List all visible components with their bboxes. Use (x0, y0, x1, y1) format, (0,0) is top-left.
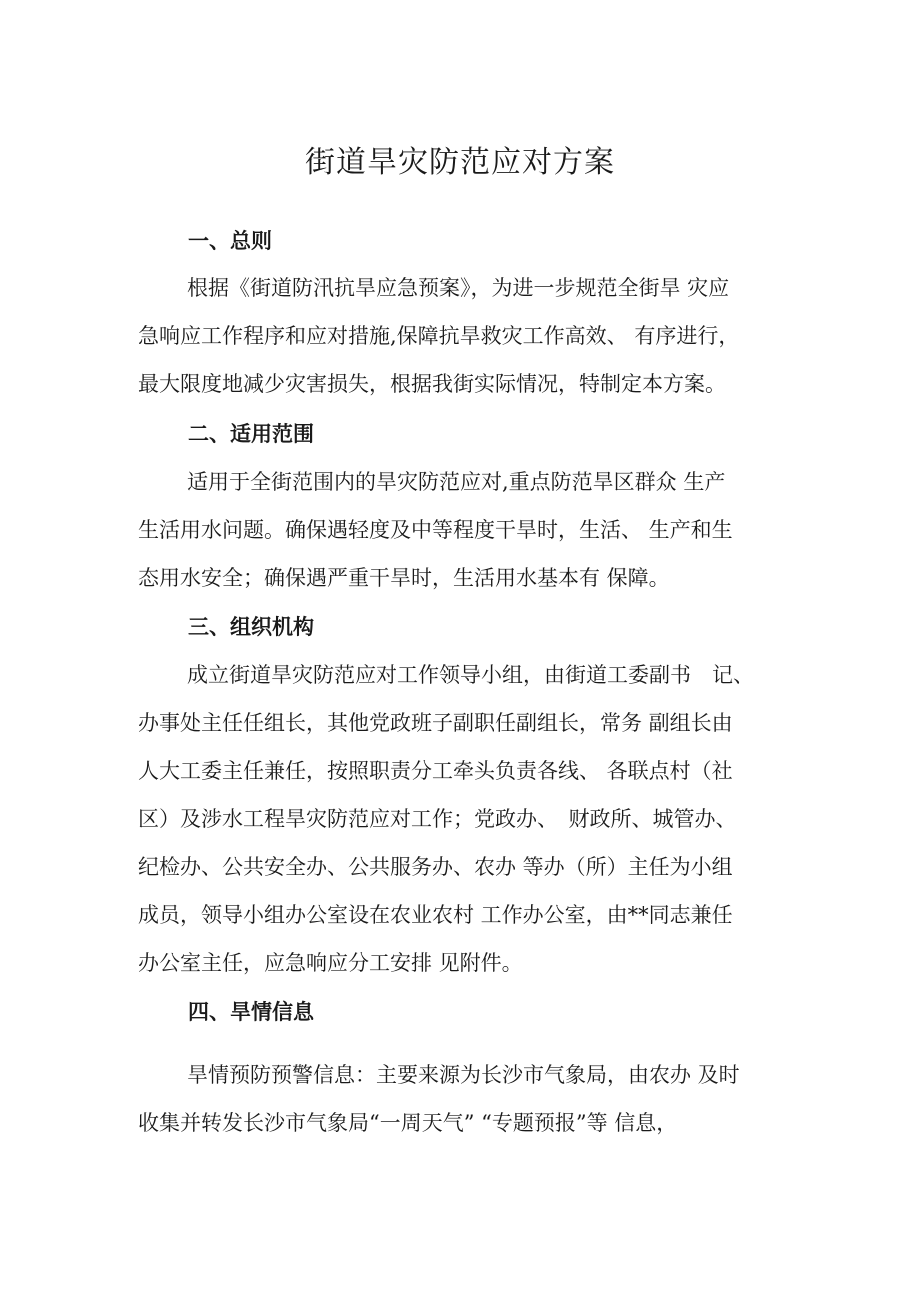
paragraph-line: 最大限度地减少灾害损失，根据我街实际情况，特制定本方案。 (138, 372, 726, 396)
paragraph-line: 根据《街道防汛抗旱应急预案》，为进一步规范全街旱 灾应 (187, 276, 730, 300)
section-heading-organization: 三、组织机构 (188, 615, 314, 639)
paragraph-line: 态用水安全；确保遇严重干旱时，生活用水基本有 保障。 (138, 566, 670, 590)
paragraph-line: 纪检办、公共安全办、公共服务办、农办 等办（所）主任为小组 (138, 855, 733, 879)
paragraph-line: 收集并转发长沙市气象局“一周天气” “专题预报”等 信息， (138, 1111, 678, 1135)
section-paragraph-scope (138, 458, 818, 602)
section-paragraph-organization (138, 651, 818, 987)
paragraph-line: 生活用水问题。确保遇轻度及中等程度干旱时，生活、 生产和生 (138, 518, 733, 542)
section-heading-drought-info: 四、旱情信息 (188, 1000, 314, 1024)
paragraph-line: 办事处主任任组长，其他党政班子副职任副组长，常务 副组长由 (138, 711, 733, 735)
section-paragraph-drought-info (138, 1051, 818, 1147)
paragraph-line: 办公室主任，应急响应分工安排 见附件。 (138, 951, 523, 975)
section-paragraph-general (138, 264, 818, 408)
paragraph-line: 适用于全街范围内的旱灾防范应对,重点防范旱区群众 生产 (187, 470, 726, 494)
paragraph-line: 人大工委主任兼任，按照职责分工牵头负责各线、 各联点村（社 (138, 759, 733, 783)
paragraph-line: 成立街道旱灾防范应对工作领导小组，由街道工委副书 记、 (187, 663, 754, 687)
paragraph-line: 区）及涉水工程旱灾防范应对工作；党政办、 财政所、城管办、 (138, 807, 737, 831)
section-heading-scope: 二、适用范围 (188, 422, 314, 446)
paragraph-line: 旱情预防预警信息：主要来源为长沙市气象局，由农办 及时 (187, 1063, 740, 1087)
document-title: 街道旱灾防范应对方案 (305, 145, 615, 180)
paragraph-line: 成员，领导小组办公室设在农业农村 工作办公室，由**同志兼任 (138, 903, 733, 927)
section-heading-general: 一、总则 (188, 229, 272, 253)
paragraph-line: 急响应工作程序和应对措施,保障抗旱救灾工作高效、 有序进行， (138, 324, 740, 348)
